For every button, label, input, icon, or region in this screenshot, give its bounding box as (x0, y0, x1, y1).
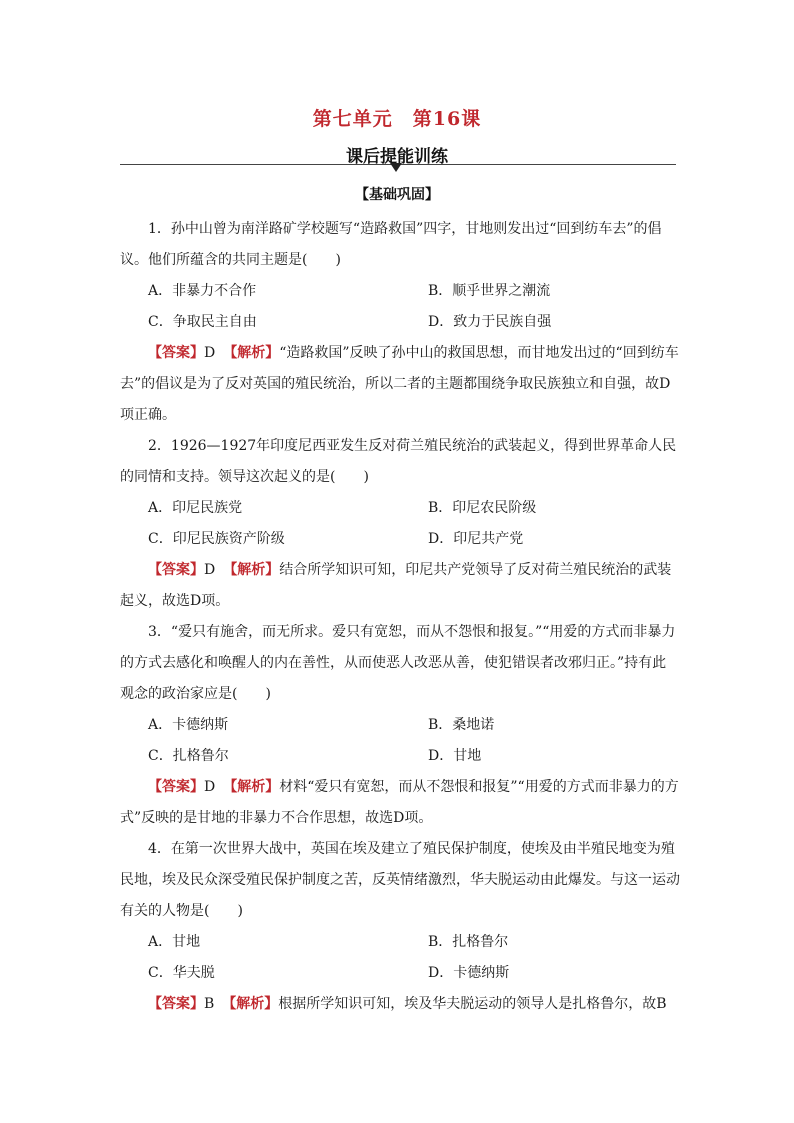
option-c: C．印尼民族资产阶级 (148, 531, 285, 547)
answer-block (120, 555, 680, 617)
answer-value: D (204, 562, 216, 578)
option-list (120, 710, 680, 772)
answer-label: 【答案】 (148, 779, 204, 795)
question-stem: 4．在第一次世界大战中，英国在埃及建立了殖民保护制度，使埃及由半殖民地变为殖民地，埃及民众深受殖民保护制度之苦，反英情绪激烈，华夫脱运动由此爆发。与这一运动有关的人物是( ) (120, 841, 680, 919)
question-stem: 2．1926—1927年印度尼西亚发生反对荷兰殖民统治的武装起义，得到世界革命人民的同情和支持。领导这次起义的是( ) (120, 438, 677, 485)
option-c: C．争取民主自由 (148, 314, 257, 330)
option-b: B．印尼农民阶级 (428, 500, 537, 516)
answer-label: 【答案】 (148, 996, 204, 1012)
question-item (120, 834, 680, 1020)
answer-block (120, 338, 680, 431)
answer-value: D (204, 779, 216, 795)
answer-block (120, 989, 680, 1020)
option-d: D．卡德纳斯 (428, 965, 510, 981)
answer-value: B (204, 996, 215, 1012)
option-a: A．卡德纳斯 (148, 717, 229, 733)
option-c: C．华夫脱 (148, 965, 215, 981)
option-b: B．扎格鲁尔 (428, 934, 509, 950)
option-list (120, 493, 680, 555)
answer-value: D (204, 345, 216, 361)
option-b: B．桑地诺 (428, 717, 495, 733)
page-subtitle: 课后提能训练 (346, 147, 448, 167)
option-a: A．印尼民族党 (148, 500, 243, 516)
analysis-text: 材料“爱只有宽恕，而从不怨恨和报复”“用爱的方式而非暴力的方式”反映的是甘地的非暴力不合作思想，故选D项。 (120, 779, 679, 826)
option-d: D．印尼共产党 (428, 531, 524, 547)
triangle-down-icon (390, 163, 402, 172)
answer-block (120, 772, 680, 834)
analysis-text: 根据所学知识可知，埃及华夫脱运动的领导人是扎格鲁尔，故B (278, 996, 667, 1012)
option-a: A．非暴力不合作 (148, 283, 257, 299)
option-b: B．顺乎世界之潮流 (428, 283, 551, 299)
question-stem: 1．孙中山曾为南洋路矿学校题写“造路救国”四字，甘地则发出过“回到纺车去”的倡议。他们所蕴含的共同主题是( ) (120, 221, 662, 268)
answer-label: 【答案】 (148, 345, 204, 361)
question-item (120, 214, 680, 431)
question-stem: 3．“爱只有施舍，而无所求。爱只有宽恕，而从不怨恨和报复。”“用爱的方式而非暴力的方式去感化和唤醒人的内在善性，从而使恶人改恶从善，使犯错误者改邪归正。”持有此观念的政治家应是( ) (120, 624, 676, 702)
option-c: C．扎格鲁尔 (148, 748, 229, 764)
section-heading: 【基础巩固】 (355, 187, 439, 203)
question-item (120, 431, 680, 617)
page-title: 第七单元 第16课 (312, 108, 482, 130)
analysis-label: 【解析】 (222, 996, 279, 1012)
analysis-text: 结合所学知识可知，印尼共产党领导了反对荷兰殖民统治的武装起义，故选D项。 (120, 562, 672, 609)
analysis-text: “造路救国”反映了孙中山的救国思想，而甘地发出过的“回到纺车去”的倡议是为了反对英国的殖民统治，所以二者的主题都围绕争取民族独立和自强，故D项正确。 (120, 345, 679, 423)
question-list (120, 214, 680, 1020)
analysis-label: 【解析】 (223, 779, 280, 795)
analysis-label: 【解析】 (223, 345, 280, 361)
analysis-label: 【解析】 (223, 562, 280, 578)
question-item (120, 617, 680, 834)
option-d: D．甘地 (428, 748, 482, 764)
option-list (120, 276, 680, 338)
answer-label: 【答案】 (148, 562, 204, 578)
option-list (120, 927, 680, 989)
option-a: A．甘地 (148, 934, 201, 950)
option-d: D．致力于民族自强 (428, 314, 552, 330)
